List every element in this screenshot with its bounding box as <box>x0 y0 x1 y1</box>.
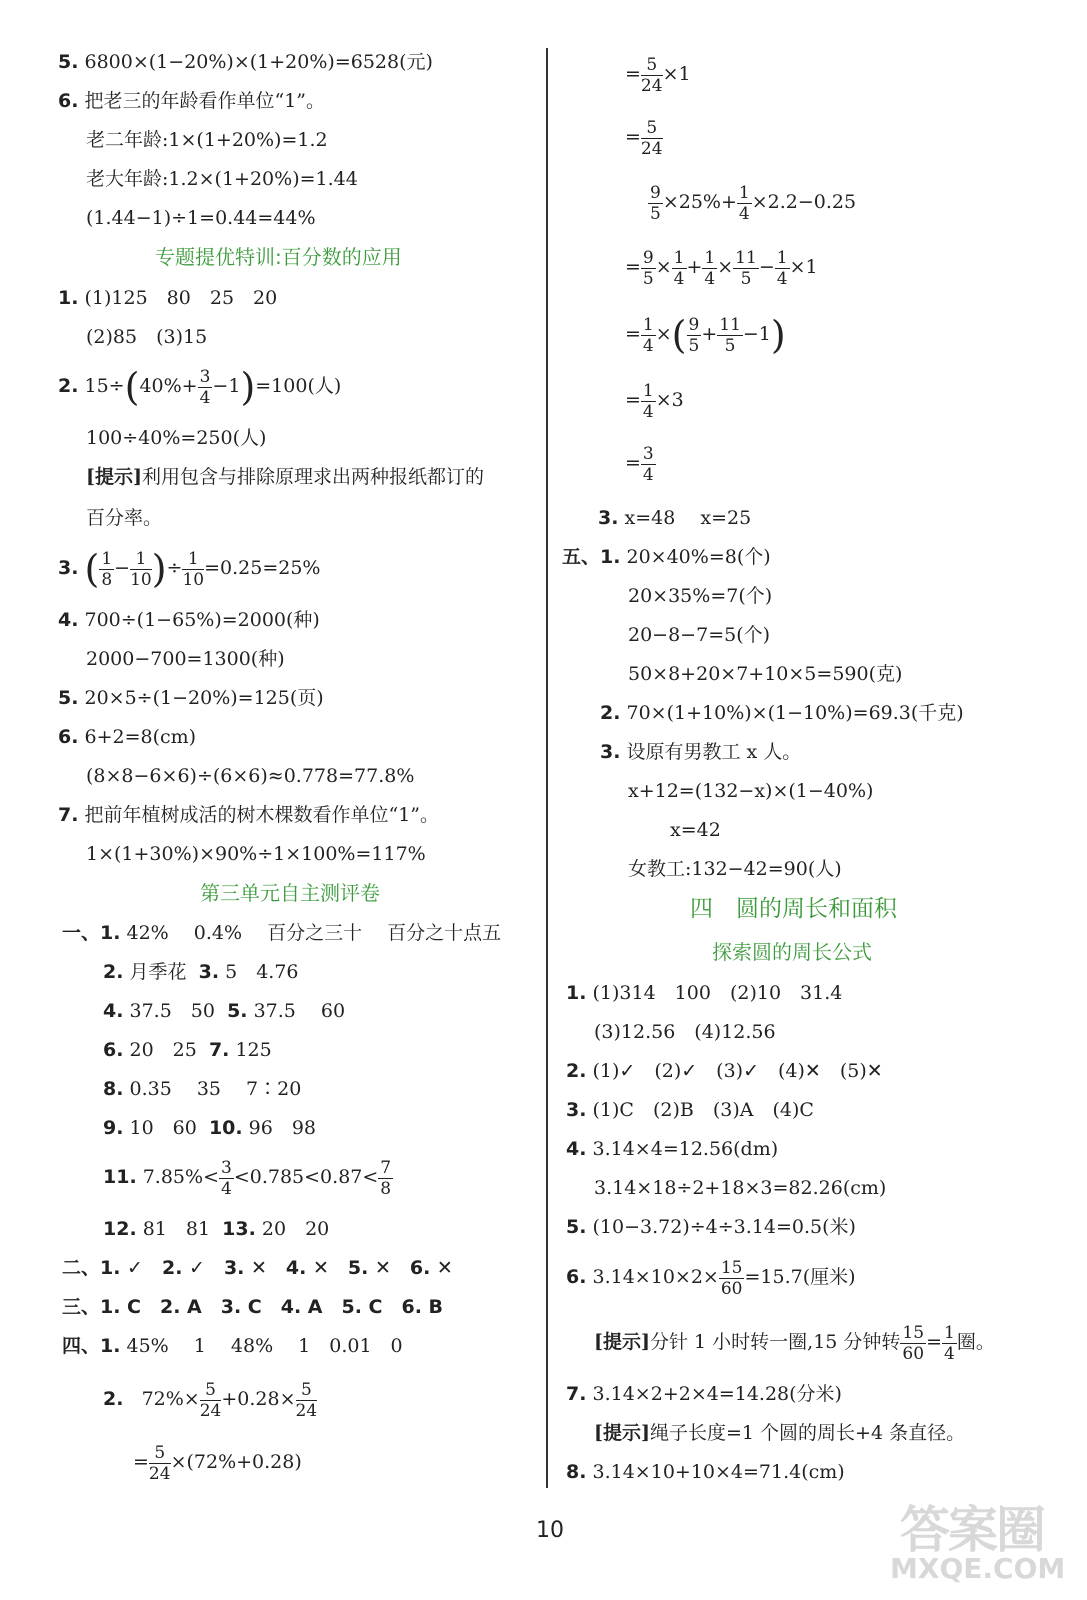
expr-part: 7.85%< <box>142 1166 219 1188</box>
answer-text: (8×8−6×6)÷(6×6)≈0.778=77.8% <box>86 765 415 787</box>
fraction: $\frac{1}{10}$ <box>182 548 205 590</box>
expr-part: <0.785<0.87< <box>233 1166 379 1188</box>
answer-text: (1)125 80 25 20 <box>84 287 278 309</box>
hint-line <box>594 1320 995 1364</box>
answer-line <box>625 115 663 159</box>
item-number: 12. <box>103 1218 137 1240</box>
answer-line <box>562 545 771 569</box>
fraction: $\frac{11}{5}$ <box>719 314 741 356</box>
fraction: $\frac{3}{4}$ <box>221 1157 232 1199</box>
fraction: $\frac{9}{5}$ <box>642 247 654 289</box>
answer-line: 三、1. C 2. A 3. C 4. A 5. C 6. B <box>62 1296 444 1318</box>
answer-text: 6+2=8(cm) <box>84 726 197 748</box>
answer-line <box>566 1382 842 1406</box>
answer-text: 女教工:132−42=90(人) <box>628 858 842 880</box>
answer-text: 0.35 35 7∶20 <box>129 1078 302 1100</box>
fraction: $\frac{1}{10}$ <box>130 548 152 590</box>
hint-text: = <box>926 1331 942 1353</box>
answer-text: 1×(1+30%)×90%÷1×100%=117% <box>86 843 426 865</box>
item-number: 3. <box>566 1099 587 1121</box>
answer-line: 2. 15÷(40%+ $\frac{3}{4}$ −1)=100(人) <box>58 365 342 409</box>
item-number: 五、1. <box>562 546 621 568</box>
expr-part: = <box>625 256 641 278</box>
expr-part: + <box>686 256 703 278</box>
answer-line <box>566 1098 814 1122</box>
answer-text: 设原有男教工 x 人。 <box>626 741 802 763</box>
expr-part: 40%+ <box>139 375 198 397</box>
answer-line <box>103 960 299 984</box>
answer-text: 20 20 <box>261 1218 330 1240</box>
item-number: 3. <box>58 557 79 579</box>
answer-text: x=42 <box>670 819 721 841</box>
expr-part: − <box>758 256 775 278</box>
fraction: $\frac{9}{5}$ <box>688 314 700 356</box>
item-number: 5. <box>566 1216 587 1238</box>
answer-text: 3.14×4=12.56(dm) <box>592 1138 779 1160</box>
fraction: $\frac{5}{24}$ <box>295 1379 318 1421</box>
fraction: $\frac{1}{4}$ <box>704 247 716 289</box>
section-heading: 专题提优特训:百分数的应用 <box>155 245 402 269</box>
answer-text: 37.5 60 <box>253 1000 346 1022</box>
expr-part: =0.25=25% <box>204 557 321 579</box>
answer-text: (1)314 100 (2)10 31.4 <box>592 982 843 1004</box>
expr-part: × <box>717 256 734 278</box>
item-number: 5. <box>58 51 79 73</box>
answer-text: 20 25 <box>129 1039 197 1061</box>
expr-part: ÷ <box>166 557 183 579</box>
expr-part: −1 <box>742 323 771 345</box>
expr-part: = <box>625 389 641 411</box>
answer-text: 20×35%=7(个) <box>628 585 773 607</box>
answer-text: 把前年植树成活的树木棵数看作单位“1”。 <box>84 804 440 826</box>
answer-text: 3.14×2+2×4=14.28(分米) <box>592 1383 842 1405</box>
watermark-text: 答案圈 <box>900 1501 1044 1559</box>
answer-text: (2)85 (3)15 <box>86 326 208 348</box>
answer-text: (1)✓ (2)✓ (3)✓ (4)✕ (5)✕ <box>592 1060 883 1082</box>
expr-part: = <box>625 452 641 474</box>
fraction: $\frac{11}{5}$ <box>735 247 757 289</box>
fraction: $\frac{5}{24}$ <box>640 117 663 159</box>
item-number: 5. <box>227 1000 248 1022</box>
answer-text: 700÷(1−65%)=2000(种) <box>84 609 320 631</box>
expr-part: − <box>114 557 131 579</box>
expr-part: +0.28× <box>221 1388 296 1410</box>
answer-line <box>566 1215 856 1239</box>
item-number: 5. <box>58 687 79 709</box>
item-number: 1. <box>566 982 587 1004</box>
hint-label: [提示] <box>86 466 142 488</box>
answer-text: 月季花 <box>129 961 187 983</box>
item-number: 2. <box>566 1060 587 1082</box>
item-number: 四、1. <box>62 1335 121 1357</box>
expr-part: ×1 <box>662 63 691 85</box>
answer-text: 100÷40%=250(人) <box>86 427 267 449</box>
expr-part: 72%× <box>141 1388 200 1410</box>
hint-line <box>86 465 484 489</box>
fraction: $\frac{1}{4}$ <box>642 380 654 422</box>
expr-part: = <box>625 323 641 345</box>
expr-part: =15.7(厘米) <box>744 1266 856 1288</box>
answer-text: (10−3.72)÷4÷3.14=0.5(米) <box>592 1216 856 1238</box>
fraction: $\frac{1}{4}$ <box>673 247 685 289</box>
item-number: 6. <box>58 90 79 112</box>
answer-line <box>58 686 324 710</box>
expr-part: ×(72%+0.28) <box>170 1451 302 1473</box>
item-number: 3. <box>198 961 220 983</box>
item-number: 7. <box>58 804 79 826</box>
answer-text: 3.14×10+10×4=71.4(cm) <box>592 1461 845 1483</box>
answer-line <box>58 50 433 74</box>
section-heading: 第三单元自主测评卷 <box>200 881 380 905</box>
fraction: $\frac{3}{4}$ <box>199 366 211 408</box>
item-number: 6. <box>566 1266 587 1288</box>
expr-part: −1 <box>212 375 241 397</box>
item-number: 9. <box>103 1117 124 1139</box>
expr-part: × <box>655 256 672 278</box>
expr-part: ×3 <box>655 389 684 411</box>
answer-line <box>566 1255 856 1299</box>
expr-part: ×1 <box>789 256 818 278</box>
expr-part: × <box>655 323 672 345</box>
answer-line: 3. ( $\frac{1}{8}$ − $\frac{1}{10}$ )÷ $\frac{1}{10}$ =0.25=25% <box>58 547 321 591</box>
item-number: 3. <box>598 507 619 529</box>
expr-part: + <box>701 323 718 345</box>
expr-part: 15÷ <box>84 375 125 397</box>
answer-line <box>58 803 439 827</box>
answer-text: x+12=(132−x)×(1−40%) <box>628 780 874 802</box>
item-number: 13. <box>222 1218 256 1240</box>
answer-text: 20−8−7=5(个) <box>628 624 771 646</box>
fraction: $\frac{7}{8}$ <box>380 1157 392 1199</box>
answer-text: 3.14×18÷2+18×3=82.26(cm) <box>594 1177 887 1199</box>
expr-part: = <box>625 63 641 85</box>
item-number: 一、1. <box>62 922 121 944</box>
answer-line <box>566 1137 778 1161</box>
hint-line <box>594 1421 965 1445</box>
answer-text: (3)12.56 (4)12.56 <box>594 1021 776 1043</box>
answer-text: 老大年龄:1.2×(1+20%)=1.44 <box>86 168 358 190</box>
item-number: 4. <box>58 609 79 631</box>
answer-text: (1)C (2)B (3)A (4)C <box>592 1099 814 1121</box>
section-heading: 探索圆的周长公式 <box>712 940 872 964</box>
answer-line: 二、1. ✓ 2. ✓ 3. ✕ 4. ✕ 5. ✕ 6. ✕ <box>62 1257 453 1279</box>
item-number: 2. <box>103 1388 124 1410</box>
item-number: 1. <box>58 287 79 309</box>
answer-text: 6800×(1−20%)×(1+20%)=6528(元) <box>84 51 433 73</box>
answer-text: 45% 1 48% 1 0.01 0 <box>126 1335 403 1357</box>
answer-line <box>58 286 277 310</box>
chapter-heading: 四 圆的周长和面积 <box>690 896 897 922</box>
page-number: 10 <box>536 1518 564 1543</box>
answer-line <box>103 1217 329 1241</box>
answer-line <box>600 740 801 764</box>
item-number: 4. <box>566 1138 587 1160</box>
hint-text: 利用包含与排除原理求出两种报纸都订的 <box>141 466 484 488</box>
fraction: $\frac{5}{24}$ <box>640 54 663 96</box>
answer-line <box>133 1440 302 1484</box>
item-number: 11. <box>103 1166 137 1188</box>
fraction: $\frac{15}{60}$ <box>902 1322 925 1364</box>
item-number: 3. <box>600 741 621 763</box>
fraction: $\frac{5}{24}$ <box>148 1442 171 1484</box>
item-number: 8. <box>566 1461 587 1483</box>
expr-part: ×2.2−0.25 <box>751 191 857 213</box>
expr-part: ×25%+ <box>662 191 737 213</box>
answer-line <box>648 180 856 224</box>
expr-part: 3.14×10×2× <box>592 1266 719 1288</box>
hint-text: 分针 1 小时转一圈,15 分钟转 <box>649 1331 901 1353</box>
item-number: 4. <box>103 1000 124 1022</box>
expr-part: = <box>625 126 641 148</box>
item-number: 2. <box>103 961 124 983</box>
answer-line <box>625 441 656 485</box>
answer-line: = $\frac{1}{4}$ ×( $\frac{9}{5}$ + $\frac{11}{5}$ −1) <box>625 313 786 357</box>
hint-label: [提示] <box>594 1331 650 1353</box>
fraction: $\frac{1}{4}$ <box>943 1322 955 1364</box>
answer-text: 10 60 <box>129 1117 197 1139</box>
answer-line <box>598 506 751 530</box>
hint-text: 圈。 <box>956 1331 995 1353</box>
answer-line <box>103 999 345 1023</box>
fraction: $\frac{1}{4}$ <box>642 314 654 356</box>
answer-line <box>566 1059 883 1083</box>
answer-line <box>103 1377 317 1421</box>
hint-text: 百分率。 <box>86 507 163 529</box>
answer-text: 老二年龄:1×(1+20%)=1.2 <box>86 129 328 151</box>
answer-text: 37.5 50 <box>129 1000 215 1022</box>
item-number: 6. <box>103 1039 124 1061</box>
item-number: 6. <box>58 726 79 748</box>
column-divider <box>546 48 548 1488</box>
fraction: $\frac{15}{60}$ <box>720 1257 743 1299</box>
answer-text: 50×8+20×7+10×5=590(克) <box>628 663 903 685</box>
watermark-logo <box>880 1490 1080 1600</box>
expr-part: = <box>133 1451 149 1473</box>
answer-text: (1.44−1)÷1=0.44=44% <box>86 207 316 229</box>
answer-text: 2000−700=1300(种) <box>86 648 285 670</box>
answer-text: 70×(1+10%)×(1−10%)=69.3(千克) <box>626 702 964 724</box>
answer-text: 5 4.76 <box>225 961 299 983</box>
fraction: $\frac{5}{24}$ <box>199 1379 222 1421</box>
item-number: 7. <box>208 1039 230 1061</box>
fraction: $\frac{1}{4}$ <box>738 182 750 224</box>
answer-line <box>62 1334 403 1358</box>
answer-line <box>566 1460 845 1484</box>
fraction: $\frac{1}{4}$ <box>776 247 788 289</box>
answer-text: 125 <box>235 1039 272 1061</box>
answer-line <box>62 921 501 945</box>
hint-label: [提示] <box>594 1422 650 1444</box>
answer-text: x=48 x=25 <box>624 507 752 529</box>
item-number: 10. <box>208 1117 243 1139</box>
fraction: $\frac{9}{5}$ <box>650 182 661 224</box>
watermark-url: MXQE.COM <box>890 1552 1066 1585</box>
item-number: 8. <box>103 1078 124 1100</box>
answer-text: 96 98 <box>248 1117 317 1139</box>
answer-line <box>58 725 196 749</box>
answer-text: 把老三的年龄看作单位“1”。 <box>84 90 326 112</box>
expr-part: =100(人) <box>255 375 342 397</box>
answer-line <box>58 89 325 113</box>
answer-line <box>625 245 818 289</box>
answer-text: 20×40%=8(个) <box>626 546 771 568</box>
fraction: $\frac{1}{8}$ <box>101 548 113 590</box>
answer-line <box>103 1077 301 1101</box>
fraction: $\frac{3}{4}$ <box>642 443 654 485</box>
answer-line <box>58 608 320 632</box>
answer-line <box>566 981 842 1005</box>
item-number: 2. <box>58 375 79 397</box>
answer-line <box>103 1155 393 1199</box>
hint-text: 绳子长度=1 个圆的周长+4 条直径。 <box>649 1422 966 1444</box>
answer-text: 20×5÷(1−20%)=125(页) <box>84 687 324 709</box>
answer-line <box>103 1038 272 1062</box>
answer-text: 81 81 <box>142 1218 211 1240</box>
answer-line <box>625 52 691 96</box>
answer-line <box>600 701 964 725</box>
answer-text: 42% 0.4% 百分之三十 百分之十点五 <box>126 922 502 944</box>
answer-line <box>103 1116 316 1140</box>
item-number: 7. <box>566 1383 587 1405</box>
item-number: 2. <box>600 702 621 724</box>
answer-line <box>625 378 684 422</box>
